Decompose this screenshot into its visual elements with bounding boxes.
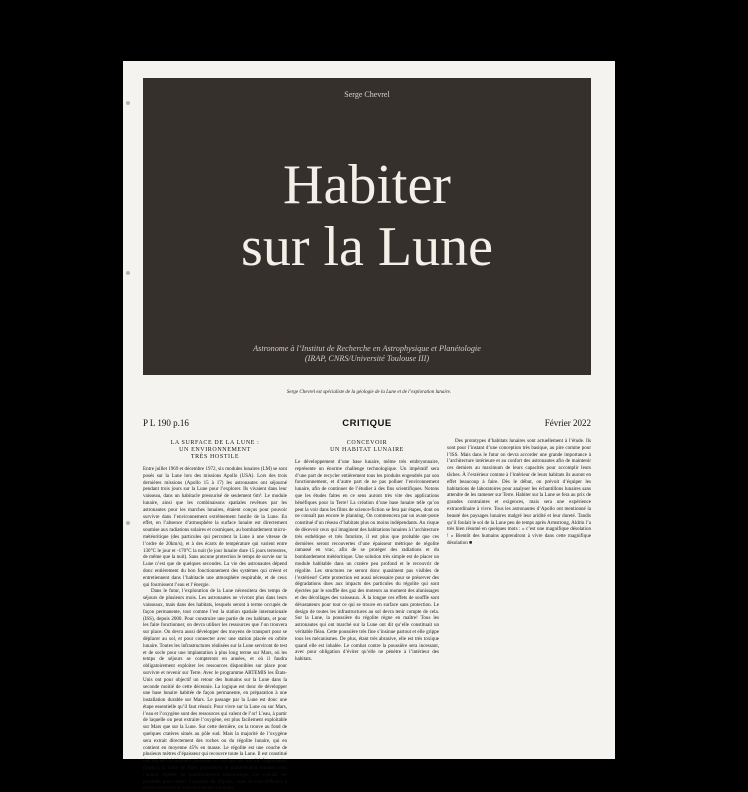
text-column [143, 438, 287, 792]
heading-line: UN ENVIRONNEMENT [179, 447, 251, 453]
author-affiliation [163, 344, 571, 364]
paragraph: Le développement d’une base lunaire, même très embryonnaire, représente un énorme challenge technologique. Un impératif sera d’une part de recycler entièrement tous les produits engendrés par son fonctionnement, et d’autre part de ne pas polluer l’environnement lunaire, afin de continuer de l’étudier à des fins scientifiques. Notons que les études faites en ce sens auront très vite des applications bénéfiques pour la Terre! La création d’une base lunaire telle qu’on peut la voir dans les films de science-fiction se fera par étapes, dont on ne connaît pas encore le planning. On commencera par un avant-poste constitué d’un réseau d’habitats plus ou moins indépendants. Au risque de décevoir ceux qui imaginent des habitations lunaires à l’architecture très esthétique et très futuriste, il est plus que probable que ces dernières seront recouvertes d’une épaisseur métrique de régolite ramassé en vrac, afin de se protéger des radiations et du bombardement météoritique. Une solution très simple est de placer un module habitable dans un cratère peu profond et le recouvrir de régolite. Les structures ne seront donc quasiment pas visibles de l’extérieur! Cette protection est aussi nécessaire pour se préserver des dégradations dues aux impacts des particules du régolite qui sont éjectées par le souffle des gaz des moteurs au moment des alunissages et des décollages des vaisseaux. À la longue ces effets de souffle sont dévastateurs pour tout ce qui se trouve en surface sans protection. Le design de toutes les infrastructures au sol devra tenir compte de cela. Sur la Lune, la poussière du régolite règne en maître! Tous les astronautes qui ont marché sur la Lune ont dit qu’elle constituait un véritable fléau. Cette poussière très fine s’insinue partout et elle grippe tous les mécanismes. De plus, étant très abrasive, elle est très toxique quand elle est inhalée. Le combat contre la poussière sera incessant, avec pour obligation d’éviter qu’elle ne pénètre à l’intérieur des habitats. [295, 459, 439, 663]
heading-line: UN HABITAT LUNAIRE [330, 447, 404, 453]
paragraph: Entre juillet 1969 et décembre 1972, six modules lunaires (LM) se sont posés sur la Lune lors des missions Apollo (USA). Lors des trois dernières missions (Apollo 15 à 17) les astronautes ont séjourné pendant trois jours sur la Lune pour l’explorer. Ils vivaient dans leur vaisseau, dans un habitacle pressurisé de seulement 6m³. Le module lunaire, ainsi que les combinaisons spatiales revêtues par les astronautes pour les marches lunaires, étaient conçus pour pouvoir survivre dans l’environnement extrêmement hostile de la Lune. En effet, en l’absence d’atmosphère la surface lunaire est directement soumise aux radiations solaires et cosmiques, au bombardement micro-météoritique (des particules qui percutent la Lune à une vitesse de l’ordre de 20km/s), et à des écarts de température qui varient entre 130°C le jour et -170°C la nuit (le jour lunaire dure 15 jours terrestres, de même que la nuit). Sans aucune protection le temps de survie sur la Lune n’est que de quelques secondes. La vie des astronautes dépend donc entièrement du bon fonctionnement des systèmes qui créent et entretiennent dans l’habitacle une atmosphère respirable, et de ceux qui fournissent l’eau et l’énergie. [143, 466, 287, 588]
author-caption: Serge Chevrel est spécialiste de la géologie de la Lune et de l’exploration lunaire. [286, 390, 452, 395]
issue-date: Février 2022 [544, 418, 591, 428]
paragraph: Des prototypes d’habitats lunaires sont actuellement à l’étude. Ils sont pour l’instant d’une conception très basique, au pire comme pour l’ISS. Mais dans le futur on devra accorder une grande importance à l’architecture intérieure et au confort des astronautes afin de maintenir ces derniers au maximum de leurs capacités pour accomplir leurs tâches. À l’extérieur comme à l’intérieur de leurs habitats ils auront en effet beaucoup à faire. Dès le début, on prévoit d’équiper les habitations de laboratoires pour analyser les échantillons lunaires sans attendre de les ramener sur Terre. Habiter sur la Lune se fera au prix de grandes contraintes et exigences, mais sera une expérience extraordinaire à vivre. Tous les astronautes d’Apollo ont mentionné la beauté des paysages lunaires malgré leur aridité et leur dureté. Tandis qu’il foulait le sol de la Lune peu de temps après Armstrong, Aldrin l’a très bien résumé en quelques mots : « c’est une magnifique désolation ! » Bientôt des humains apprendront à vivre dans cette magnifique désolation ■ [447, 438, 591, 546]
article-title [143, 154, 591, 278]
journal-name: CRITIQUE [342, 418, 392, 429]
masthead [143, 418, 591, 430]
hero-banner [143, 78, 591, 375]
title-line: Habiter [283, 154, 451, 216]
section-heading [143, 440, 287, 461]
section-heading [295, 440, 439, 454]
text-column [295, 438, 439, 753]
punch-hole [126, 101, 130, 105]
heading-line: CONCEVOIR [346, 440, 388, 446]
text-column [447, 438, 591, 753]
paragraph: Dans le futur, l’exploration de la Lune nécessitera des temps de séjours de plusieurs mois. Les astronautes ne vivront plus dans leurs vaisseaux, mais dans des habitats, lesquels seront à terme occupés de façon permanente, tout comme l’est la station spatiale internationale (ISS), depuis 2000. Pour construire une partie de ces habitats, et pour les faire fonctionner, on devra utiliser les ressources que l’on trouvera sur place. On devra aussi développer des moyens de transport pour se déplacer au sol, et pour connecter avec une station placée en orbite lunaire. Toutes les infrastructures réalisées sur la Lune serviront de test et de socle pour une implantation à plus long terme sur Mars, où les temps de séjours se compteront en années, et où il faudra obligatoirement exploiter les ressources disponibles sur place pour survivre et revenir sur Terre. Avec le programme ARTEMIS les États-Unis ont pour objectif un retour des humains sur la Lune dans la seconde moitié de cette décennie. La logique est donc de développer une base lunaire habitée de façon permanente, en préparation à une installation durable sur Mars. Le passage par la Lune est donc une étape essentielle qu’il faut réussir. Pour vivre sur la Lune ou sur Mars, l’eau et l’oxygène sont des ressources qui valent de l’or! L’eau, à partir de laquelle on peut extraire l’oxygène, est plus facilement exploitable sur Mars que sur la Lune. Sur cette dernière, on la trouve au fond de quelques cratères situés au pôle sud. Mais la majorité de l’oxygène sera extrait directement des roches ou du régolite lunaire, qui en contient en moyenne 45% en masse. Le régolite est une couche de plusieurs mètres d’épaisseur qui recouvre toute la Lune. Il est constitué des roches initialement présentes en surface qui ont été fragmentées (jusqu’à la taille de fines poussières) et partiellement fondues sous l’action répétée du bombardement météoritique. On connaît les procédés pour retirer l’oxygène du régolite, mais ils sont difficiles à mettre en œuvre et consommateurs d’énergie. [143, 588, 287, 792]
title-line: sur la Lune [241, 216, 493, 278]
page-reference: P L 190 p.16 [143, 418, 189, 428]
punch-hole [126, 271, 130, 275]
affiliation-line: (IRAP, CNRS/Université Toulouse III) [304, 354, 430, 363]
heading-line: TRÈS HOSTILE [190, 454, 240, 460]
affiliation-line: Astronome à l’Institut de Recherche en Astrophysique et Planétologie [253, 344, 481, 353]
article-page [123, 61, 615, 792]
heading-line: LA SURFACE DE LA LUNE : [170, 440, 260, 446]
author-name: Serge Chevrel [344, 90, 390, 99]
punch-hole [126, 521, 130, 525]
article-body [143, 438, 591, 792]
